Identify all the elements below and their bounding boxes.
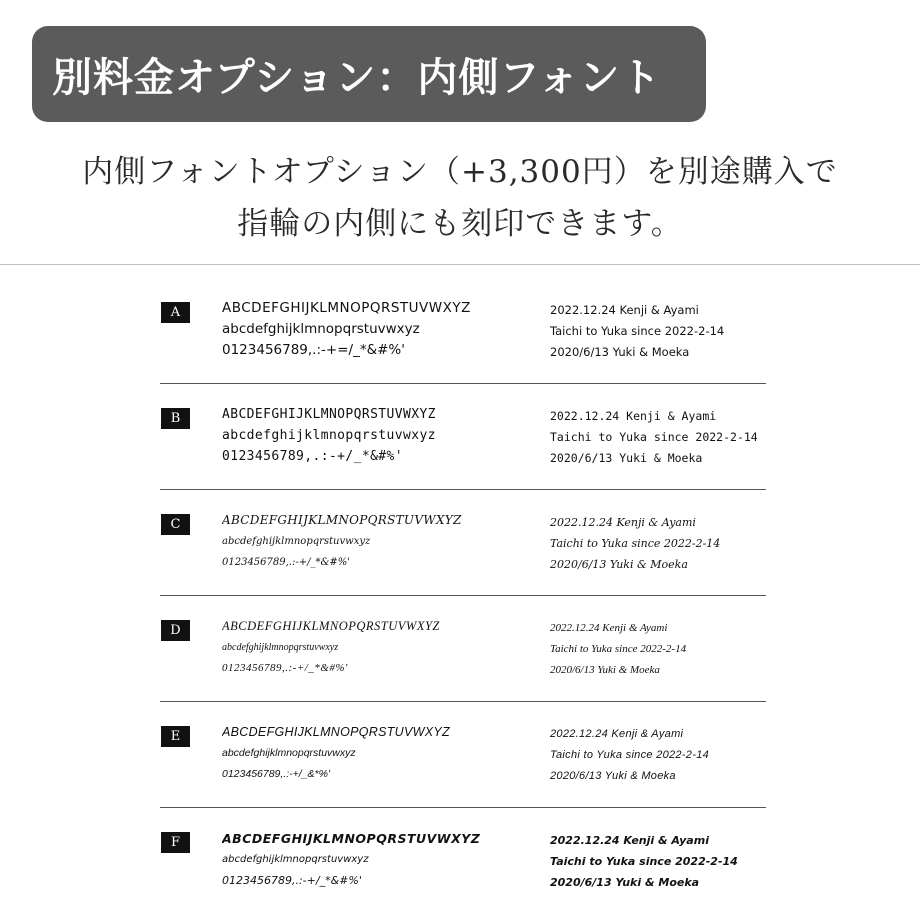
example-2: Taichi to Yuka since 2022-2-14: [550, 643, 687, 655]
font-label: E: [161, 726, 190, 747]
sample-lowercase: abcdefghijklmnopqrstuvwxyz: [222, 854, 369, 865]
engraving-examples: [550, 618, 770, 681]
font-label: B: [161, 408, 190, 429]
sample-lowercase: abcdefghijklmnopqrstuvwxyz: [222, 642, 339, 653]
example-3: 2020/6/13 Yuki & Moeka: [550, 770, 676, 782]
header-banner: [32, 26, 706, 122]
font-sample: [222, 722, 522, 785]
font-sample: [222, 828, 522, 891]
engraving-examples: [550, 300, 770, 363]
sample-numbers-symbols: 0123456789,.:-+/_*&#%': [222, 874, 362, 887]
example-2: Taichi to Yuka since 2022-2-14: [550, 855, 738, 868]
sample-numbers-symbols: 0123456789,.:-+/_*&#%': [222, 557, 351, 568]
sample-uppercase: ABCDEFGHIJKLMNOPQRSTUVWXYZ: [222, 619, 440, 633]
font-row-f: [160, 808, 766, 914]
sample-lowercase: abcdefghijklmnopqrstuvwxyz: [222, 428, 436, 443]
example-2: Taichi to Yuka since 2022-2-14: [550, 537, 721, 550]
font-sample-table: [160, 278, 766, 914]
example-1: 2022.12.24 Kenji & Ayami: [550, 834, 709, 847]
engraving-examples: [550, 512, 770, 575]
engraving-examples: [550, 406, 770, 469]
page-title: 別料金オプション：内側フォント: [52, 53, 662, 101]
engraving-examples: [550, 830, 770, 893]
sample-uppercase: ABCDEFGHIJKLMNOPQRSTUVWXYZ: [222, 513, 462, 527]
example-1: 2022.12.24 Kenji & Ayami: [550, 303, 699, 317]
font-row-d: [160, 596, 766, 702]
font-label: A: [161, 302, 190, 323]
engraving-examples: [550, 724, 770, 787]
sample-uppercase: ABCDEFGHIJKLMNOPQRSTUVWXYZ: [222, 407, 436, 422]
font-sample: [222, 510, 522, 573]
example-1: 2022.12.24 Kenji & Ayami: [550, 409, 717, 423]
sample-uppercase: ABCDEFGHIJKLMNOPQRSTUVWXYZ: [222, 831, 481, 846]
divider: [0, 264, 920, 265]
sample-lowercase: abcdefghijklmnopqrstuvwxyz: [222, 321, 420, 337]
example-2: Taichi to Yuka since 2022-2-14: [550, 749, 710, 761]
example-3: 2020/6/13 Yuki & Moeka: [550, 876, 700, 889]
example-3: 2020/6/13 Yuki & Moeka: [550, 664, 660, 676]
font-row-a: [160, 278, 766, 384]
font-label: D: [161, 620, 190, 641]
font-sample: [222, 616, 522, 679]
sample-lowercase: abcdefghijklmnopqrstuvwxyz: [222, 536, 371, 547]
intro-text: [0, 146, 920, 250]
example-1: 2022.12.24 Kenji & Ayami: [550, 728, 684, 740]
sample-numbers-symbols: 0123456789,.:-+/_&*%': [222, 768, 330, 780]
example-3: 2020/6/13 Yuki & Moeka: [550, 451, 703, 465]
example-3: 2020/6/13 Yuki & Moeka: [550, 345, 690, 359]
font-label: F: [161, 832, 190, 853]
intro-line-1: 内側フォントオプション（+3,300円）を別途購入で: [82, 154, 838, 190]
font-row-c: [160, 490, 766, 596]
font-sample: [222, 298, 522, 361]
sample-uppercase: ABCDEFGHIJKLMNOPQRSTUVWXYZ: [222, 725, 450, 739]
font-label: C: [161, 514, 190, 535]
sample-lowercase: abcdefghijklmnopqrstuvwxyz: [222, 747, 356, 759]
sample-numbers-symbols: 0123456789,.:-+/_*&#%': [222, 662, 348, 674]
intro-line-2: 指輪の内側にも刻印できます。: [237, 206, 683, 242]
sample-numbers-symbols: 0123456789,.:-+/_*&#%': [222, 449, 403, 464]
example-2: Taichi to Yuka since 2022-2-14: [550, 430, 758, 444]
font-row-e: [160, 702, 766, 808]
example-1: 2022.12.24 Kenji & Ayami: [550, 622, 668, 634]
sample-uppercase: ABCDEFGHIJKLMNOPQRSTUVWXYZ: [222, 300, 471, 316]
sample-numbers-symbols: 0123456789,.:-+=/_*&#%': [222, 342, 405, 358]
font-row-b: [160, 384, 766, 490]
font-sample: [222, 404, 522, 467]
example-2: Taichi to Yuka since 2022-2-14: [550, 324, 725, 338]
example-3: 2020/6/13 Yuki & Moeka: [550, 558, 688, 571]
example-1: 2022.12.24 Kenji & Ayami: [550, 516, 696, 529]
